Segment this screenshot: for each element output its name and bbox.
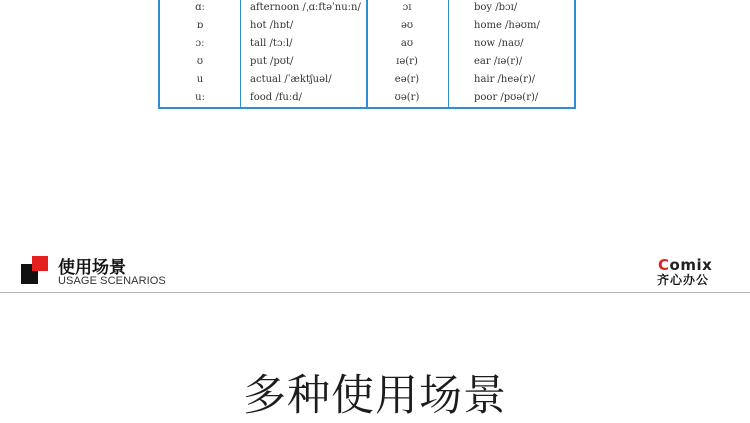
example-word: hot /hɒt/ — [250, 20, 294, 31]
phonetic-symbol: eə(r) — [394, 74, 420, 85]
section-marker-icon — [21, 256, 48, 284]
section-divider — [0, 292, 750, 293]
table-row — [160, 53, 574, 71]
example-word: actual /ˈæktʃuəl/ — [250, 74, 332, 85]
section-title: 使用场景 — [58, 258, 126, 278]
example-word: hair /heə(r)/ — [474, 74, 536, 85]
example-word: home /həʊm/ — [474, 20, 540, 31]
example-word: boy /bɔɪ/ — [474, 2, 518, 13]
example-word: now /naʊ/ — [474, 38, 524, 49]
example-word: ear /ɪə(r)/ — [474, 56, 523, 67]
brand-chinese-name: 齐心办公 — [657, 273, 710, 287]
table-row — [160, 89, 574, 107]
brand-name-rest: omix — [669, 256, 713, 274]
phonetic-symbol: u — [196, 74, 204, 85]
section-subtitle: USAGE SCENARIOS — [58, 275, 166, 287]
example-word: tall /tɔːl/ — [250, 38, 293, 49]
phonetic-symbol: ɪə(r) — [396, 56, 418, 67]
page-heading: 多种使用场景 — [243, 371, 507, 421]
phonetic-symbol: uː — [195, 92, 205, 103]
example-word: poor /pʊə(r)/ — [474, 92, 539, 103]
brand-logo — [655, 256, 727, 288]
table-row — [160, 17, 574, 35]
section-header — [0, 248, 750, 294]
example-word: food /fuːd/ — [250, 92, 302, 103]
phonetic-symbol: ɔː — [195, 38, 205, 49]
phonetic-symbol: ʊ — [196, 56, 204, 67]
phonetic-symbol: aʊ — [400, 38, 414, 49]
table-row — [160, 35, 574, 53]
phonetic-symbol: ʊə(r) — [394, 92, 420, 103]
phonetic-symbol: ɒ — [196, 20, 204, 31]
table-row — [160, 0, 574, 17]
phonetic-symbol: ɑː — [195, 2, 205, 13]
table-row — [160, 71, 574, 89]
example-word: put /pʊt/ — [250, 56, 294, 67]
example-word: afternoon /ˌɑːftəˈnuːn/ — [250, 2, 361, 13]
phonetic-table — [158, 0, 576, 109]
brand-name-initial: C — [658, 256, 670, 274]
phonetic-symbol: ɔɪ — [402, 2, 412, 13]
phonetic-symbol: əʊ — [400, 20, 414, 31]
